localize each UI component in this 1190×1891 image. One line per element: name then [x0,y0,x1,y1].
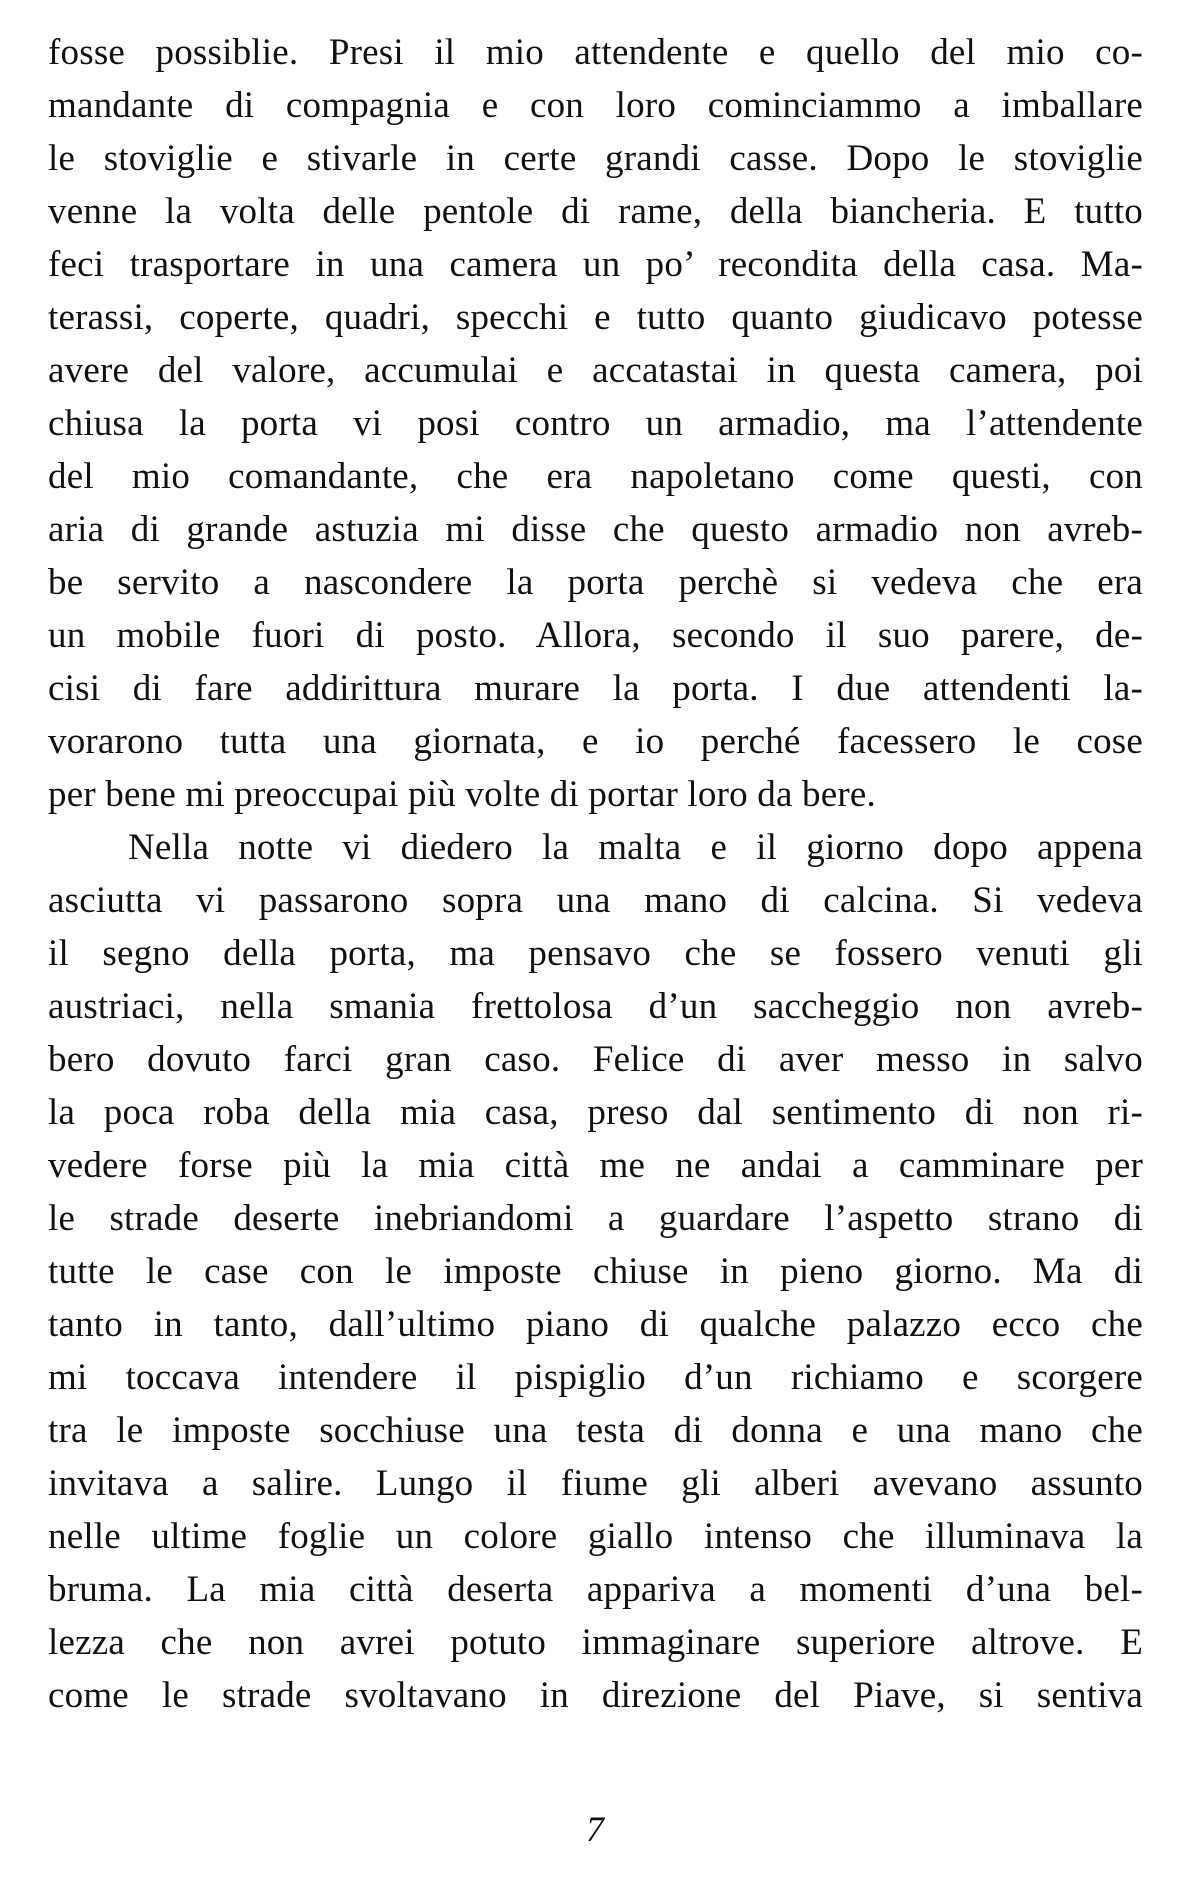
text-line: bruma. La mia città deserta appariva a momenti d’una bel- [48,1569,1143,1610]
text-line: del mio comandante, che era napoletano come questi, con [48,456,1143,497]
text-line: aria di grande astuzia mi disse che questo armadio non avreb- [48,509,1143,550]
text-line: cisi di fare addirittura murare la porta. I due attendenti la- [48,668,1143,709]
paragraph-2 [48,821,1143,1722]
text-line: feci trasportare in una camera un po’ recondita della casa. Ma- [48,244,1143,285]
text-line: per bene mi preoccupai più volte di portar loro da bere. [48,774,876,815]
text-line: invitava a salire. Lungo il fiume gli alberi avevano assunto [48,1463,1143,1504]
text-line: lezza che non avrei potuto immaginare superiore altrove. E [48,1622,1143,1663]
text-line: il segno della porta, ma pensavo che se fossero venuti gli [48,933,1143,974]
text-line: be servito a nascondere la porta perchè si vedeva che era [48,562,1143,603]
text-line: bero dovuto farci gran caso. Felice di aver messo in salvo [48,1039,1143,1080]
text-line: tanto in tanto, dall’ultimo piano di qualche palazzo ecco che [48,1304,1143,1345]
text-line: fosse possiblie. Presi il mio attendente e quello del mio co- [48,32,1143,73]
text-line: la poca roba della mia casa, preso dal sentimento di non ri- [48,1092,1143,1133]
text-line: chiusa la porta vi posi contro un armadio, ma l’attendente [48,403,1143,444]
text-line: mandante di compagnia e con loro cominciammo a imballare [48,85,1143,126]
text-line: le stoviglie e stivarle in certe grandi casse. Dopo le stoviglie [48,138,1143,179]
text-line: un mobile fuori di posto. Allora, secondo il suo parere, de- [48,615,1143,656]
text-line: terassi, coperte, quadri, specchi e tutto quanto giudicavo potesse [48,297,1143,338]
text-line: avere del valore, accumulai e accatastai in questa camera, poi [48,350,1143,391]
text-line: austriaci, nella smania frettolosa d’un saccheggio non avreb- [48,986,1143,1027]
text-line: Nella notte vi diedero la malta e il giorno dopo appena [128,827,1143,868]
text-line: nelle ultime foglie un colore giallo intenso che illuminava la [48,1516,1143,1557]
text-line: asciutta vi passarono sopra una mano di calcina. Si vedeva [48,880,1143,921]
text-line: tutte le case con le imposte chiuse in pieno giorno. Ma di [48,1251,1143,1292]
text-line: come le strade svoltavano in direzione del Piave, si sentiva [48,1675,1143,1716]
text-line: venne la volta delle pentole di rame, della biancheria. E tutto [48,191,1143,232]
text-line: tra le imposte socchiuse una testa di donna e una mano che [48,1410,1143,1451]
page-number: 7 [586,1809,604,1849]
body-text [48,26,1143,1722]
text-line: vedere forse più la mia città me ne andai a camminare per [48,1145,1143,1186]
text-line: mi toccava intendere il pispiglio d’un richiamo e scorgere [48,1357,1143,1398]
paragraph-1 [48,26,1143,821]
text-line: le strade deserte inebriandomi a guardare l’aspetto strano di [48,1198,1143,1239]
text-line: vorarono tutta una giornata, e io perché facessero le cose [48,721,1143,762]
